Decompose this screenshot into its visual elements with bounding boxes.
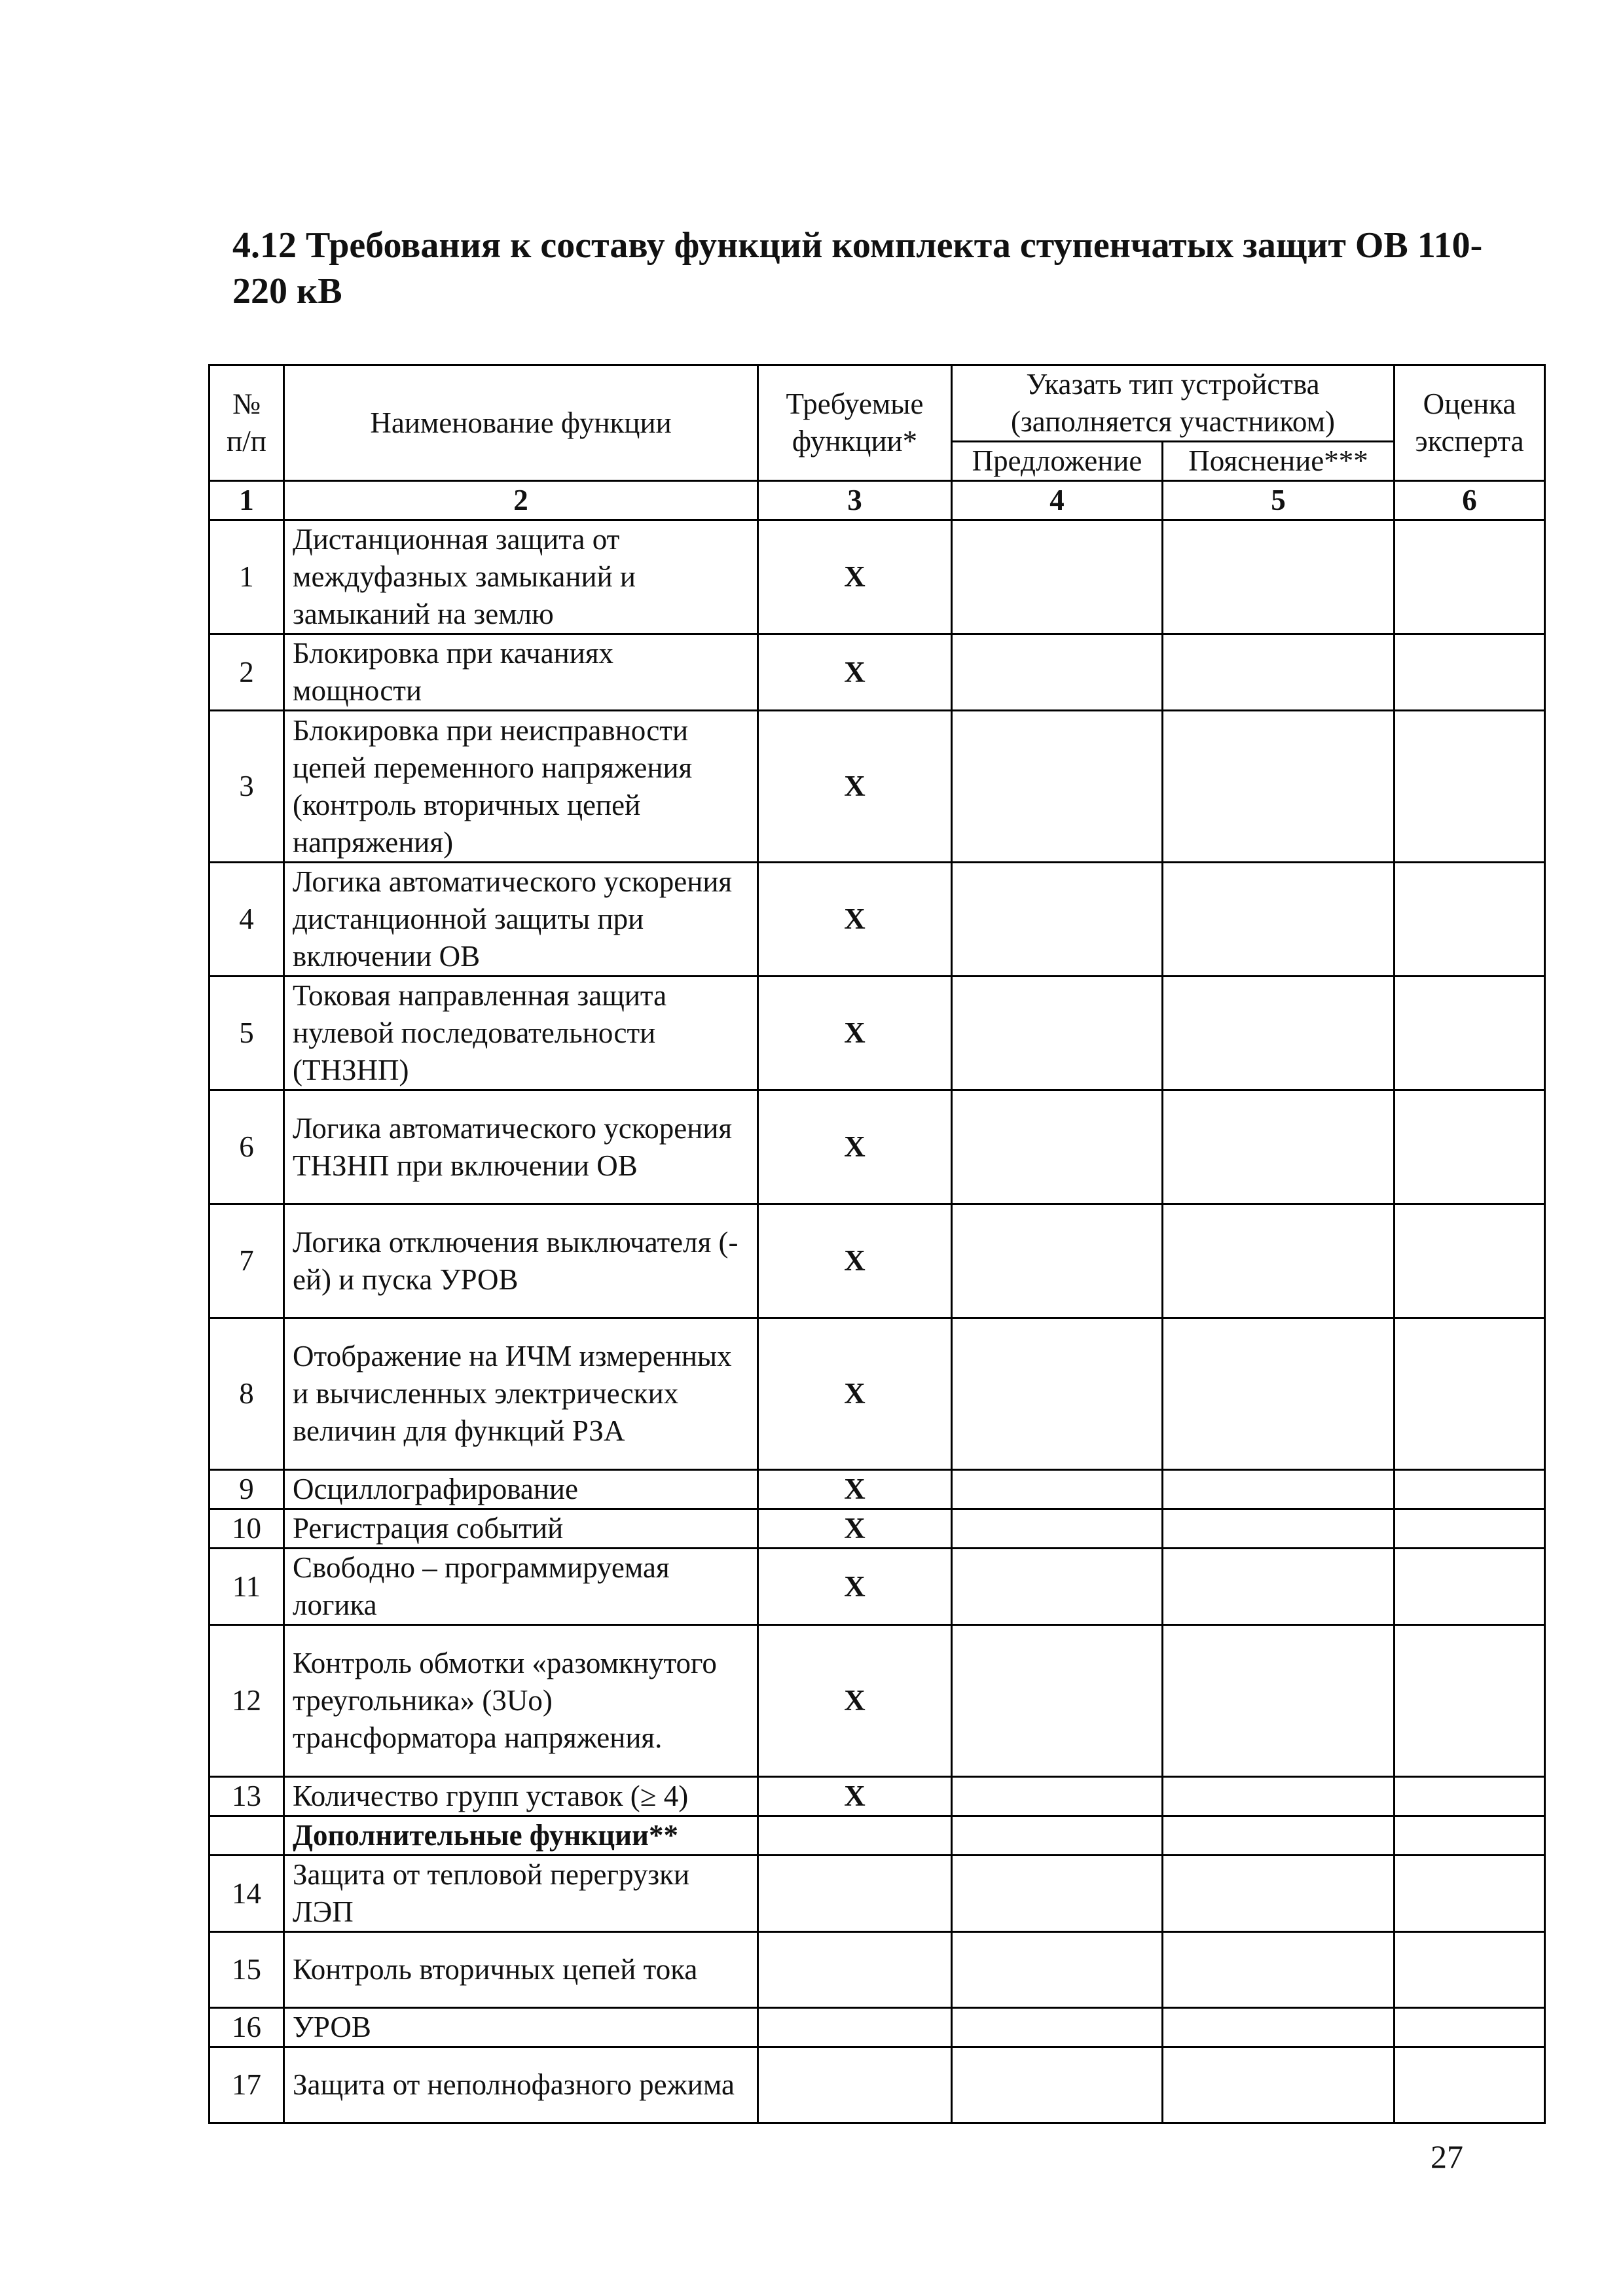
section-row <box>210 1816 1545 1856</box>
header-required: Требуемые функции* <box>758 365 952 481</box>
proposal-cell[interactable] <box>952 1204 1163 1318</box>
table-row <box>210 1549 1545 1625</box>
row-number: 16 <box>210 2008 284 2047</box>
explanation-cell[interactable] <box>1163 711 1395 863</box>
function-name: Дистанционная защита от междуфазных замыканий и замыканий на землю <box>284 520 758 634</box>
explanation-cell[interactable] <box>1163 1090 1395 1204</box>
expert-cell[interactable] <box>1395 1932 1545 2008</box>
expert-cell[interactable] <box>1395 1204 1545 1318</box>
header-num: № п/п <box>210 365 284 481</box>
column-number: 4 <box>952 481 1163 520</box>
row-number: 10 <box>210 1509 284 1549</box>
table-row <box>210 1509 1545 1549</box>
function-name: Осциллографирование <box>284 1470 758 1509</box>
proposal-cell[interactable] <box>952 2008 1163 2047</box>
table-row <box>210 1625 1545 1777</box>
explanation-cell[interactable] <box>1163 977 1395 1090</box>
expert-cell[interactable] <box>1395 863 1545 977</box>
explanation-cell[interactable] <box>1163 1932 1395 2008</box>
header-name: Наименование функции <box>284 365 758 481</box>
expert-cell[interactable] <box>1395 711 1545 863</box>
proposal-cell[interactable] <box>952 520 1163 634</box>
expert-cell[interactable] <box>1395 2047 1545 2123</box>
table-row <box>210 1777 1545 1816</box>
function-name: Свободно – программируемая логика <box>284 1549 758 1625</box>
table-row <box>210 2008 1545 2047</box>
header-proposal: Предложение <box>952 442 1163 481</box>
required-mark: Х <box>758 711 952 863</box>
proposal-cell[interactable] <box>952 863 1163 977</box>
proposal-cell[interactable] <box>952 1509 1163 1549</box>
proposal-cell[interactable] <box>952 1856 1163 1932</box>
function-name: Логика автоматического ускорения ТНЗНП при включении ОВ <box>284 1090 758 1204</box>
header-device-type: Указать тип устройства (заполняется участником) <box>952 365 1395 442</box>
proposal-cell[interactable] <box>952 1932 1163 2008</box>
explanation-cell[interactable] <box>1163 1777 1395 1816</box>
explanation-cell[interactable] <box>1163 863 1395 977</box>
table-row <box>210 1204 1545 1318</box>
function-name: Количество групп уставок (≥ 4) <box>284 1777 758 1816</box>
proposal-cell[interactable] <box>952 1470 1163 1509</box>
page-number: 27 <box>1431 2138 1463 2175</box>
empty-cell <box>1163 1816 1395 1856</box>
header-explanation: Пояснение*** <box>1163 442 1395 481</box>
table-row <box>210 2047 1545 2123</box>
explanation-cell[interactable] <box>1163 1856 1395 1932</box>
required-mark: Х <box>758 1549 952 1625</box>
required-mark: Х <box>758 1625 952 1777</box>
row-number: 8 <box>210 1318 284 1470</box>
expert-cell[interactable] <box>1395 520 1545 634</box>
table-row <box>210 863 1545 977</box>
explanation-cell[interactable] <box>1163 1509 1395 1549</box>
required-mark: Х <box>758 1470 952 1509</box>
row-number: 12 <box>210 1625 284 1777</box>
column-number: 5 <box>1163 481 1395 520</box>
row-number: 2 <box>210 634 284 711</box>
function-name: Логика автоматического ускорения дистанционной защиты при включении ОВ <box>284 863 758 977</box>
explanation-cell[interactable] <box>1163 1470 1395 1509</box>
function-name: Блокировка при неисправности цепей переменного напряжения (контроль вторичных цепей напряжения) <box>284 711 758 863</box>
row-number: 17 <box>210 2047 284 2123</box>
proposal-cell[interactable] <box>952 977 1163 1090</box>
expert-cell[interactable] <box>1395 1470 1545 1509</box>
table-row <box>210 1318 1545 1470</box>
function-name: УРОВ <box>284 2008 758 2047</box>
row-number: 13 <box>210 1777 284 1816</box>
explanation-cell[interactable] <box>1163 1549 1395 1625</box>
required-mark[interactable] <box>758 2047 952 2123</box>
function-name: Защита от тепловой перегрузки ЛЭП <box>284 1856 758 1932</box>
expert-cell[interactable] <box>1395 1318 1545 1470</box>
row-number: 3 <box>210 711 284 863</box>
explanation-cell[interactable] <box>1163 2008 1395 2047</box>
row-number: 4 <box>210 863 284 977</box>
required-mark: Х <box>758 634 952 711</box>
expert-cell[interactable] <box>1395 634 1545 711</box>
column-number: 1 <box>210 481 284 520</box>
proposal-cell[interactable] <box>952 1318 1163 1470</box>
row-number: 5 <box>210 977 284 1090</box>
required-mark: Х <box>758 1509 952 1549</box>
expert-cell[interactable] <box>1395 1509 1545 1549</box>
required-mark: Х <box>758 1090 952 1204</box>
expert-cell[interactable] <box>1395 1777 1545 1816</box>
table-row <box>210 1470 1545 1509</box>
required-mark: Х <box>758 977 952 1090</box>
column-number: 6 <box>1395 481 1545 520</box>
required-mark[interactable] <box>758 1932 952 2008</box>
explanation-cell[interactable] <box>1163 1625 1395 1777</box>
function-name: Контроль обмотки «разомкнутого треугольника» (3Uo) трансформатора напряжения. <box>284 1625 758 1777</box>
empty-cell <box>952 1816 1163 1856</box>
expert-cell[interactable] <box>1395 2008 1545 2047</box>
explanation-cell[interactable] <box>1163 1204 1395 1318</box>
proposal-cell[interactable] <box>952 1625 1163 1777</box>
function-name: Регистрация событий <box>284 1509 758 1549</box>
required-mark: Х <box>758 1777 952 1816</box>
table-row <box>210 1090 1545 1204</box>
explanation-cell[interactable] <box>1163 520 1395 634</box>
expert-cell[interactable] <box>1395 977 1545 1090</box>
table-row <box>210 1856 1545 1932</box>
additional-functions-label: Дополнительные функции** <box>284 1816 758 1856</box>
required-mark: Х <box>758 520 952 634</box>
proposal-cell[interactable] <box>952 1549 1163 1625</box>
expert-cell[interactable] <box>1395 1856 1545 1932</box>
expert-cell[interactable] <box>1395 1549 1545 1625</box>
expert-cell[interactable] <box>1395 1625 1545 1777</box>
explanation-cell[interactable] <box>1163 2047 1395 2123</box>
empty-cell <box>1395 1816 1545 1856</box>
table-row <box>210 977 1545 1090</box>
empty-cell <box>758 1816 952 1856</box>
row-number: 11 <box>210 1549 284 1625</box>
header-expert: Оценка эксперта <box>1395 365 1545 481</box>
required-mark: Х <box>758 1318 952 1470</box>
proposal-cell[interactable] <box>952 1777 1163 1816</box>
explanation-cell[interactable] <box>1163 1318 1395 1470</box>
column-number: 2 <box>284 481 758 520</box>
function-name: Токовая направленная защита нулевой последовательности (ТНЗНП) <box>284 977 758 1090</box>
row-number: 14 <box>210 1856 284 1932</box>
function-name: Отображение на ИЧМ измеренных и вычисленных электрических величин для функций РЗА <box>284 1318 758 1470</box>
function-name: Блокировка при качаниях мощности <box>284 634 758 711</box>
explanation-cell[interactable] <box>1163 634 1395 711</box>
row-number: 15 <box>210 1932 284 2008</box>
required-mark[interactable] <box>758 2008 952 2047</box>
row-number: 9 <box>210 1470 284 1509</box>
proposal-cell[interactable] <box>952 2047 1163 2123</box>
table-row <box>210 634 1545 711</box>
required-mark: Х <box>758 863 952 977</box>
row-number: 7 <box>210 1204 284 1318</box>
page-title: 4.12 Требования к составу функций комплекта ступенчатых защит ОВ 110-220 кВ <box>232 225 1483 312</box>
proposal-cell[interactable] <box>952 634 1163 711</box>
required-mark: Х <box>758 1204 952 1318</box>
row-number: 1 <box>210 520 284 634</box>
proposal-cell[interactable] <box>952 1090 1163 1204</box>
table-row <box>210 711 1545 863</box>
table-row <box>210 1932 1545 2008</box>
function-name: Защита от неполнофазного режима <box>284 2047 758 2123</box>
table-row <box>210 520 1545 634</box>
functions-table <box>208 364 1546 2124</box>
empty-cell <box>210 1816 284 1856</box>
expert-cell[interactable] <box>1395 1090 1545 1204</box>
column-number: 3 <box>758 481 952 520</box>
function-name: Логика отключения выключателя (-ей) и пуска УРОВ <box>284 1204 758 1318</box>
required-mark[interactable] <box>758 1856 952 1932</box>
row-number: 6 <box>210 1090 284 1204</box>
function-name: Контроль вторичных цепей тока <box>284 1932 758 2008</box>
proposal-cell[interactable] <box>952 711 1163 863</box>
